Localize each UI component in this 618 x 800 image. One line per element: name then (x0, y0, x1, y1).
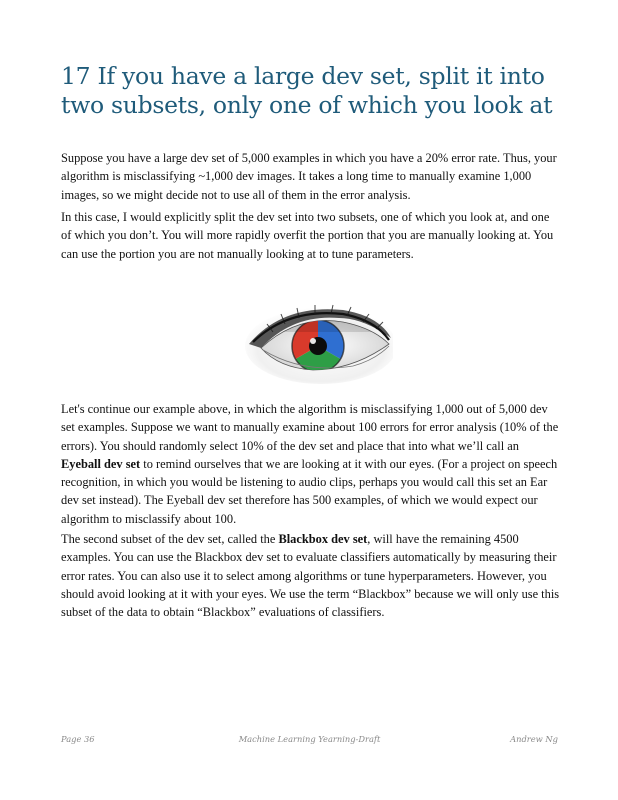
book-title: Machine Learning Yearning-Draft (238, 734, 381, 744)
blackbox-dev-set-term: Blackbox dev set (278, 532, 368, 546)
eyeball-text-b: to remind ourselves that we are looking at it with our eyes. (For a project on speech recognition, in which you would be listening to audio clips, perhaps you would call this set an Ear dev set instead). The Eyeball dev set therefore has 500 examples, of which we would expect our algorithm to misclassify about 100. (61, 456, 558, 526)
page-number: Page 36 (61, 734, 95, 744)
eye-illustration (243, 304, 393, 384)
author-name: Andrew Ng (510, 734, 558, 744)
blackbox-text-b: , will have the remaining 4500 examples. You can use the Blackbox dev set to evaluate classifiers automatically by measuring their error rates. You can also use it to select among algorithms or tune hyperparameters. However, you should avoid looking at it with your eyes. We use the term “Blackbox” because we will only use this subset of the data to obtain “Blackbox” evaluations of classifiers. (61, 532, 560, 620)
page-footer (61, 734, 558, 748)
paragraph-split: In this case, I would explicitly split the dev set into two subsets, one of which you look at, and one of which you don’t. You will more rapidly overfit the portion that you are manually looking at. You can use the portion you are not manually looking at to tune parameters. (61, 210, 554, 261)
chapter-title: 17 If you have a large dev set, split it into two subsets, only one of which you look at (61, 62, 553, 119)
blackbox-text-a: The second subset of the dev set, called the (61, 532, 279, 546)
paragraph-intro: Suppose you have a large dev set of 5,000 examples in which you have a 20% error rate. Thus, your algorithm is misclassifying ~1,000 dev images. It takes a long time to manually examine 1,000 images, so we might decide not to use all of them in the error analysis. (61, 151, 557, 202)
paragraph-blackbox (61, 530, 561, 621)
eyeball-dev-set-term: Eyeball dev set (61, 456, 141, 471)
eye-icon (243, 304, 393, 384)
eyeball-text-a: Let's continue our example above, in which the algorithm is misclassifying 1,000 out of 5,000 dev set examples. Suppose we want to manually examine about 100 errors for error analysis (10% of the errors). You should randomly select 10% of the dev set and place that into what we’ll call an (61, 402, 559, 453)
paragraph-eyeball (61, 400, 561, 528)
